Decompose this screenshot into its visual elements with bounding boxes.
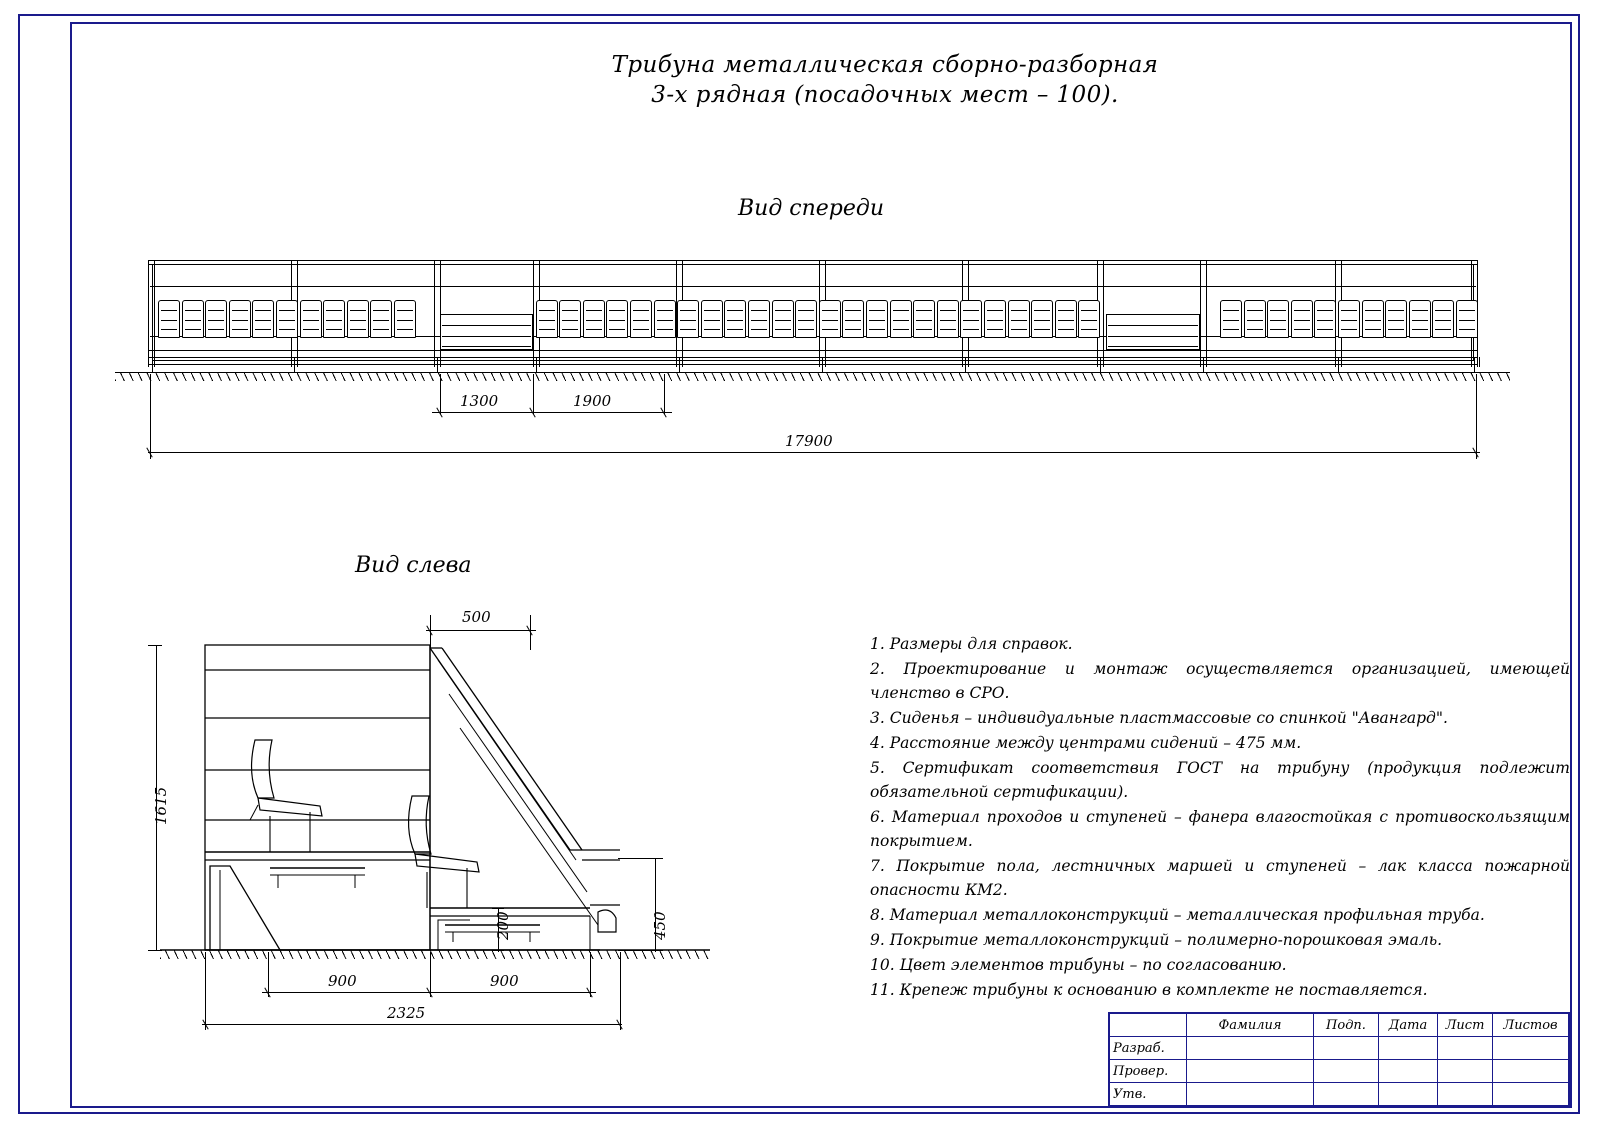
seat bbox=[654, 300, 676, 338]
stamp-cell-date[interactable] bbox=[1379, 1060, 1438, 1083]
seat bbox=[677, 300, 699, 338]
left-view-label: Вид слева bbox=[355, 553, 472, 578]
stamp-cell-sheet[interactable] bbox=[1438, 1060, 1493, 1083]
stamp-cell-name[interactable] bbox=[1187, 1083, 1314, 1106]
note-item: 4. Расстояние между центрами сидений – 475 мм. bbox=[870, 734, 1302, 752]
ground-hatch-front bbox=[115, 372, 1510, 381]
stamp-cell-name[interactable] bbox=[1187, 1060, 1314, 1083]
stamp-cell-sheet[interactable] bbox=[1438, 1083, 1493, 1106]
stamp-header-sheet: Лист bbox=[1438, 1014, 1493, 1037]
seat bbox=[347, 300, 369, 338]
seat bbox=[984, 300, 1006, 338]
base-frame bbox=[148, 357, 1480, 367]
title-line-1: Трибуна металлическая сборно-разборная bbox=[611, 52, 1159, 78]
seat bbox=[1267, 300, 1289, 338]
top-rail bbox=[148, 264, 1478, 265]
post bbox=[148, 260, 149, 367]
stamp-cell-date[interactable] bbox=[1379, 1037, 1438, 1060]
seat bbox=[182, 300, 204, 338]
stamp-label-razrab: Разраб. bbox=[1110, 1037, 1187, 1060]
seat bbox=[1291, 300, 1313, 338]
stamp-row bbox=[1110, 1037, 1569, 1060]
note-item: 5. Сертификат соответствия ГОСТ на трибуну (продукция подлежит обязательной сертификации). bbox=[870, 759, 1570, 801]
seat bbox=[158, 300, 180, 338]
dim-1615: 1615 bbox=[152, 786, 170, 825]
seat bbox=[1055, 300, 1077, 338]
post bbox=[154, 260, 155, 367]
note-item: 3. Сиденья – индивидуальные пластмассовые со спинкой "Авангард". bbox=[870, 709, 1448, 727]
seat bbox=[1314, 300, 1336, 338]
dim-900-b: 900 bbox=[490, 972, 519, 990]
seat bbox=[1409, 300, 1431, 338]
dim-2325: 2325 bbox=[387, 1004, 426, 1022]
post bbox=[1200, 260, 1201, 367]
notes-list bbox=[870, 632, 1570, 1003]
seat bbox=[960, 300, 982, 338]
seat bbox=[748, 300, 770, 338]
title-block-stamp bbox=[1108, 1012, 1570, 1106]
seat bbox=[1432, 300, 1454, 338]
seat bbox=[772, 300, 794, 338]
stamp-header-row bbox=[1110, 1014, 1569, 1037]
stamp-header-sheets: Листов bbox=[1493, 1014, 1569, 1037]
left-view-drawing bbox=[150, 608, 850, 1050]
mid-rail-upper bbox=[150, 286, 1476, 287]
seat bbox=[795, 300, 817, 338]
stamp-cell-date[interactable] bbox=[1379, 1083, 1438, 1106]
stair-left bbox=[440, 314, 533, 350]
front-view-drawing bbox=[140, 252, 1485, 472]
seat bbox=[1338, 300, 1360, 338]
dim-17900: 17900 bbox=[785, 432, 833, 450]
stair-right bbox=[1106, 314, 1200, 350]
post bbox=[1103, 260, 1104, 367]
stamp-cell-sheets[interactable] bbox=[1493, 1083, 1569, 1106]
note-item: 11. Крепеж трибуны к основанию в комплекте не поставляется. bbox=[870, 981, 1428, 999]
seat bbox=[890, 300, 912, 338]
stamp-label-utv: Утв. bbox=[1110, 1083, 1187, 1106]
seat bbox=[559, 300, 581, 338]
seat bbox=[323, 300, 345, 338]
seat bbox=[252, 300, 274, 338]
seat bbox=[701, 300, 723, 338]
seat bbox=[842, 300, 864, 338]
seat bbox=[819, 300, 841, 338]
seat bbox=[1008, 300, 1030, 338]
stamp-cell-sign[interactable] bbox=[1314, 1083, 1379, 1106]
seat bbox=[630, 300, 652, 338]
dim-1300: 1300 bbox=[460, 392, 499, 410]
stamp-header-sign: Подп. bbox=[1314, 1014, 1379, 1037]
seat bbox=[583, 300, 605, 338]
note-item: 2. Проектирование и монтаж осуществляется организацией, имеющей членство в СРО. bbox=[870, 660, 1570, 702]
stamp-cell-sign[interactable] bbox=[1314, 1037, 1379, 1060]
seat bbox=[913, 300, 935, 338]
stamp-cell-sheet[interactable] bbox=[1438, 1037, 1493, 1060]
seat bbox=[229, 300, 251, 338]
dim-500: 500 bbox=[462, 608, 491, 626]
note-item: 9. Покрытие металлоконструкций – полимерно-порошковая эмаль. bbox=[870, 931, 1443, 949]
stamp-row bbox=[1110, 1060, 1569, 1083]
seat bbox=[1031, 300, 1053, 338]
post bbox=[533, 260, 534, 367]
seat bbox=[394, 300, 416, 338]
seat bbox=[866, 300, 888, 338]
ground-hatch-side bbox=[160, 950, 710, 959]
stamp-row bbox=[1110, 1083, 1569, 1106]
seat bbox=[1362, 300, 1384, 338]
note-item: 7. Покрытие пола, лестничных маршей и ступеней – лак класса пожарной опасности КМ2. bbox=[870, 857, 1570, 899]
seat bbox=[1456, 300, 1478, 338]
bottom-beam-upper bbox=[148, 350, 1478, 351]
stamp-header-date: Дата bbox=[1379, 1014, 1438, 1037]
dim-1900: 1900 bbox=[573, 392, 612, 410]
seat bbox=[276, 300, 298, 338]
title-line-2: 3-х рядная (посадочных мест – 100). bbox=[651, 82, 1119, 108]
stamp-header-blank bbox=[1110, 1014, 1187, 1037]
note-item: 8. Материал металлоконструкций – металлическая профильная труба. bbox=[870, 906, 1485, 924]
note-item: 10. Цвет элементов трибуны – по согласованию. bbox=[870, 956, 1287, 974]
drawing-title bbox=[535, 50, 1235, 110]
post bbox=[434, 260, 435, 367]
stamp-cell-sheets[interactable] bbox=[1493, 1060, 1569, 1083]
seat bbox=[724, 300, 746, 338]
stamp-cell-sheets[interactable] bbox=[1493, 1037, 1569, 1060]
seat bbox=[300, 300, 322, 338]
seat bbox=[536, 300, 558, 338]
note-item: 1. Размеры для справок. bbox=[870, 635, 1073, 653]
seat bbox=[1385, 300, 1407, 338]
note-item: 6. Материал проходов и ступеней – фанера влагостойкая с противоскользящим покрытием. bbox=[870, 808, 1570, 850]
seat bbox=[606, 300, 628, 338]
dim-450: 450 bbox=[651, 911, 669, 940]
post bbox=[1206, 260, 1207, 367]
seat bbox=[205, 300, 227, 338]
seat bbox=[1220, 300, 1242, 338]
stamp-cell-name[interactable] bbox=[1187, 1037, 1314, 1060]
seat bbox=[370, 300, 392, 338]
front-view-label: Вид спереди bbox=[738, 196, 884, 221]
dim-200: 200 bbox=[494, 911, 512, 940]
stamp-header-name: Фамилия bbox=[1187, 1014, 1314, 1037]
stamp-cell-sign[interactable] bbox=[1314, 1060, 1379, 1083]
seat bbox=[1244, 300, 1266, 338]
seat bbox=[937, 300, 959, 338]
dim-900-a: 900 bbox=[328, 972, 357, 990]
seat bbox=[1078, 300, 1100, 338]
stamp-label-prover: Провер. bbox=[1110, 1060, 1187, 1083]
